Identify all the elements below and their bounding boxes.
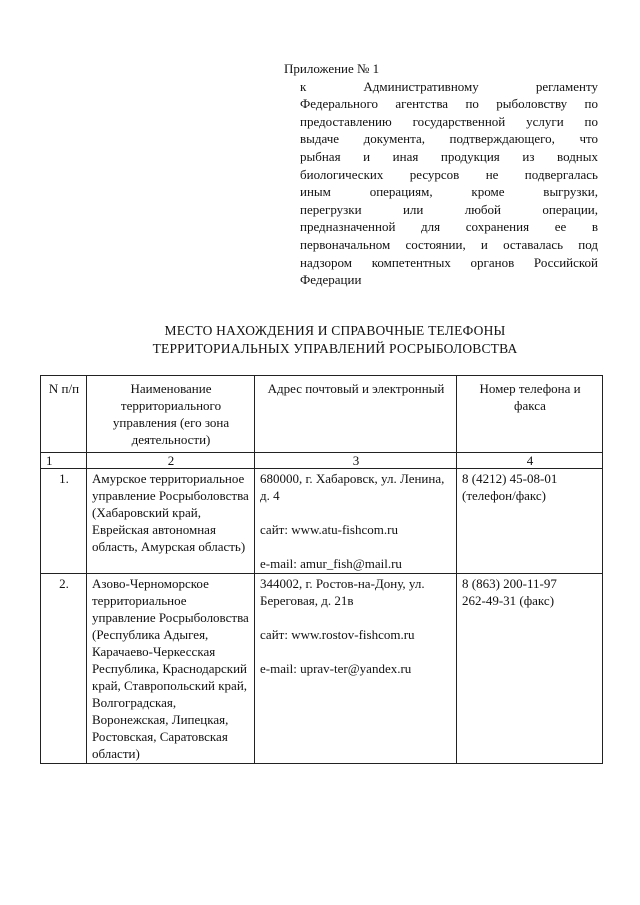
website: сайт: www.rostov-fishcom.ru — [260, 627, 415, 642]
column-number-row — [41, 453, 603, 469]
table-row — [41, 469, 603, 574]
column-number: 3 — [255, 453, 457, 469]
title-line-2: ТЕРРИТОРИАЛЬНЫХ УПРАВЛЕНИЙ РОСРЫБОЛОВСТВА — [152, 341, 518, 356]
table-header-row — [41, 376, 603, 453]
appendix-heading: Приложение № 1 — [284, 61, 380, 76]
appendix-line: выдаче документа, подтверждающего, что — [300, 131, 598, 147]
appendix-line: рыбная и иная продукция из водных — [300, 148, 598, 164]
title-line-1: МЕСТО НАХОЖДЕНИЯ И СПРАВОЧНЫЕ ТЕЛЕФОНЫ — [164, 323, 506, 338]
appendix-line: предназначенной для сохранения ее в — [300, 219, 598, 235]
office-phone — [457, 574, 603, 764]
postal-address: 680000, г. Хабаровск, ул. Ленина, д. 4 — [260, 471, 445, 503]
postal-address: 344002, г. Ростов-на-Дону, ул. Береговая, д. 21в — [260, 576, 425, 608]
header-address: Адрес почтовый и электронный — [255, 376, 457, 453]
column-number: 4 — [457, 453, 603, 469]
appendix-line: биологических ресурсов не подвергалась — [300, 166, 598, 182]
office-address — [255, 574, 457, 764]
appendix-line: надзором компетентных органов Российской — [300, 254, 598, 270]
phone-note: (телефон/факс) — [462, 488, 546, 503]
header-phone: Номер телефона и факса — [457, 376, 603, 453]
phone-number: 8 (863) 200-11-97 — [462, 576, 557, 591]
email: e-mail: uprav-ter@yandex.ru — [260, 661, 412, 676]
phone-fax: 262-49-31 (факс) — [462, 593, 555, 608]
appendix-line: предоставлению государственной услуги по — [300, 113, 598, 129]
column-number: 1 — [41, 453, 87, 469]
phone-number: 8 (4212) 45-08-01 — [462, 471, 558, 486]
email: e-mail: amur_fish@mail.ru — [260, 556, 402, 571]
table-row — [41, 574, 603, 764]
row-number: 2. — [41, 574, 87, 764]
document-title — [40, 322, 630, 358]
territorial-offices-table — [40, 375, 603, 764]
office-name: Амурское территориальное управление Росрыболовства (Хабаровский край, Еврейская автономная область, Амурская область) — [87, 469, 255, 574]
appendix-line: Федерального агентства по рыболовству по — [300, 96, 598, 112]
office-address — [255, 469, 457, 574]
header-name: Наименование территориального управления (его зона деятельности) — [87, 376, 255, 453]
website: сайт: www.atu-fishcom.ru — [260, 522, 398, 537]
column-number: 2 — [87, 453, 255, 469]
appendix-line: Федерации — [300, 272, 362, 288]
appendix-line: перегрузки или любой операции, — [300, 201, 598, 217]
appendix-line: первоначальном состоянии, и оставалась под — [300, 236, 598, 252]
header-number: N п/п — [41, 376, 87, 453]
appendix-block — [284, 60, 598, 289]
office-name: Азово-Черноморское территориальное управление Росрыболовства (Республика Адыгея, Карачаево-Черкесская Республика, Краснодарский край, Ставропольский край, Волгоградская, Воронежская, Липецкая, Ростовская, Саратовская области) — [87, 574, 255, 764]
row-number: 1. — [41, 469, 87, 574]
appendix-line: иным операциям, кроме выгрузки, — [300, 184, 598, 200]
appendix-line: к Административному регламенту — [300, 78, 598, 94]
office-phone — [457, 469, 603, 574]
